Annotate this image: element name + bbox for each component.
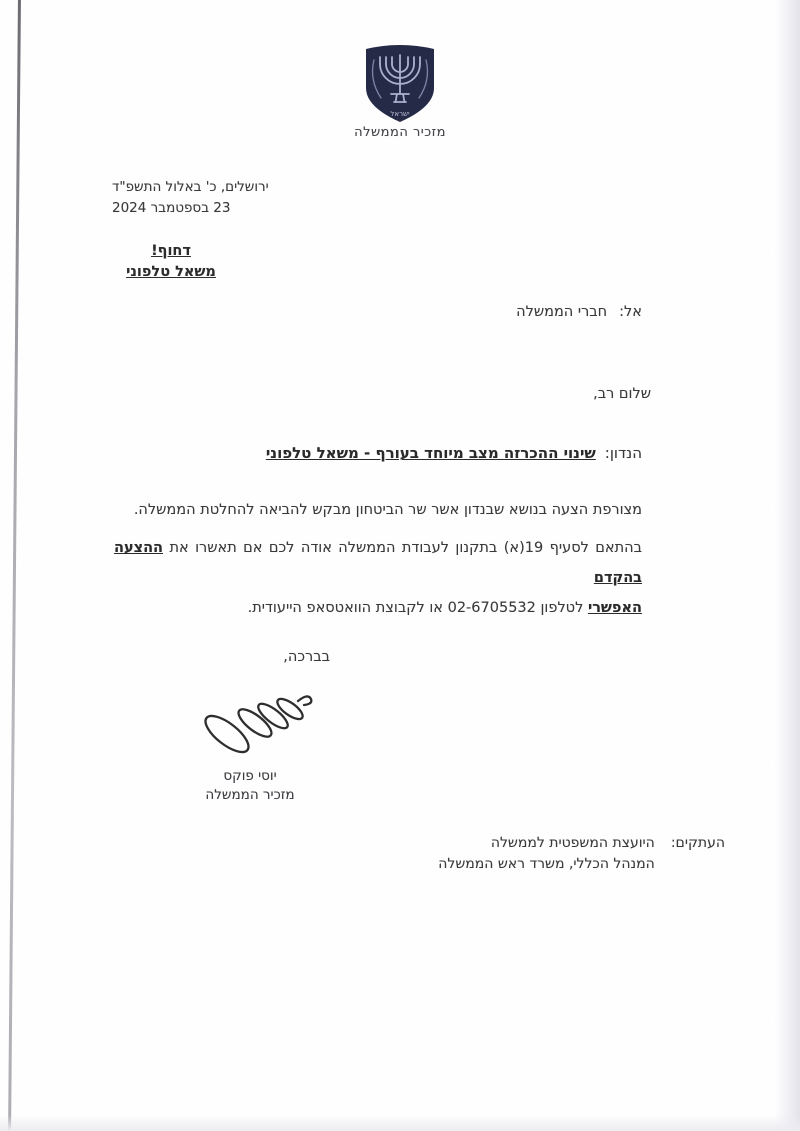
poll-type-label: משאל טלפוני (126, 264, 216, 280)
copies-block (438, 833, 725, 875)
body-paragraph-1: מצורפת הצעה בנושא שבנדון אשר שר הביטחון מבקש להביאה להחלטת הממשלה. (133, 502, 642, 518)
copies-recipient-1: היועצת המשפטית לממשלה (490, 835, 655, 851)
handwritten-signature (194, 681, 320, 769)
subject-value: שינוי ההכרזה מצב מיוחד בעורף - משאל טלפוני (265, 444, 596, 462)
letterhead (0, 40, 800, 128)
urgent-label: דחוף! (151, 243, 191, 259)
emphasized-phrase-part-1: ההצעה בהקדם (114, 540, 642, 586)
israel-state-emblem-icon (361, 40, 439, 124)
body-paragraph-2 (114, 533, 642, 623)
signer-name: יוסי פוקס (223, 768, 277, 784)
body-paragraph-2-line-2 (114, 593, 642, 623)
recipient-label: אל: (619, 304, 642, 320)
scan-edge-bottom (0, 1115, 800, 1131)
copies-label: העתקים: (670, 835, 725, 851)
letterhead-department: מזכיר הממשלה (354, 125, 446, 140)
urgency-block (116, 241, 226, 283)
paragraph-2-continuation: לטלפון 02-6705532 או לקבוצת הוואטסאפ הייעודית. (247, 600, 584, 616)
greeting: שלום רב, (593, 386, 651, 402)
signer-title: מזכיר הממשלה (205, 787, 295, 803)
emblem-caption: ישראל (390, 110, 410, 118)
hebrew-date: ירושלים, כ' באלול התשפ"ד (112, 179, 269, 195)
signature-block (182, 767, 318, 805)
recipient-line (516, 304, 642, 320)
scan-edge-right (774, 0, 800, 1131)
subject-label: הנדון: (604, 444, 642, 462)
copies-recipient-2: המנהל הכללי, משרד ראש הממשלה (438, 856, 655, 872)
closing-salutation: בברכה, (283, 649, 330, 665)
copies-list (438, 833, 655, 875)
date-block (112, 177, 342, 219)
gregorian-date: 23 בספטמבר 2024 (112, 200, 231, 216)
paragraph-2-text: בהתאם לסעיף 19(א) בתקנון לעבודת הממשלה אודה לכם אם תאשרו את (169, 540, 642, 556)
subject-line (266, 444, 642, 462)
body-paragraph-2-line-1 (114, 533, 642, 593)
emphasized-phrase-part-2: האפשרי (587, 600, 642, 616)
scan-edge-left (8, 0, 20, 1131)
recipient-value: חברי הממשלה (516, 304, 608, 320)
